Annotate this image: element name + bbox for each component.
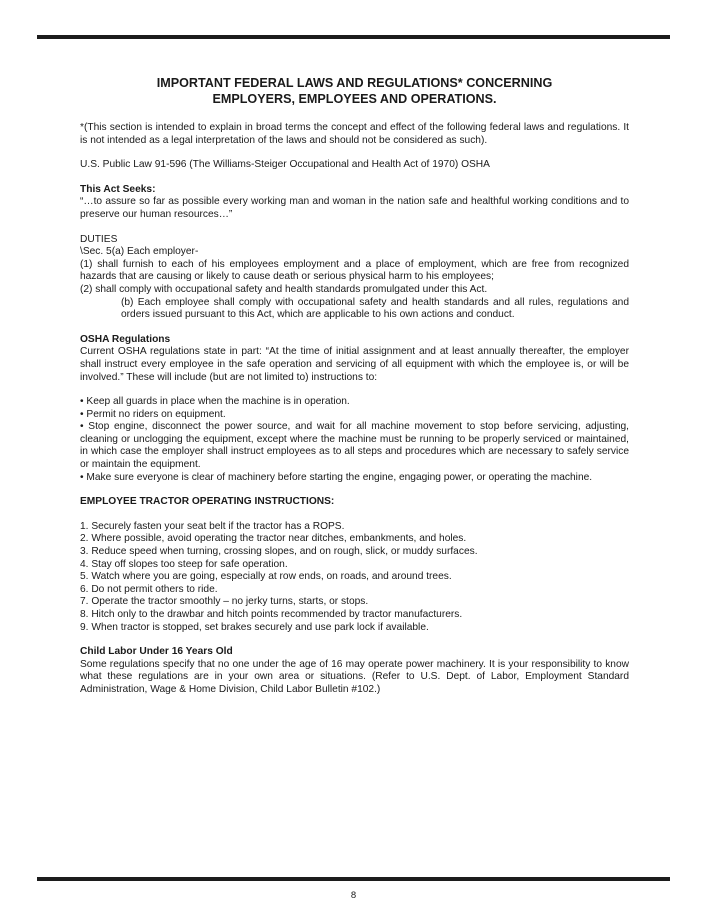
page-number: 8 <box>350 890 357 901</box>
list-item: 2. Where possible, avoid operating the tractor near ditches, embankments, and holes. <box>80 533 467 545</box>
bottom-rule <box>37 877 670 881</box>
osha-text: Current OSHA regulations state in part: “At the time of initial assignment and at least annually thereafter, the employer shall instruct every employee in the safe operation and servicing of all equipment with which the employee is, or will be involved.” These will include (but are not limited to) instructions to: <box>80 346 629 383</box>
duties-section: \Sec. 5(a) Each employer- <box>80 246 199 258</box>
child-labor-heading: Child Labor Under 16 Years Old <box>80 646 233 658</box>
list-item: 5. Watch where you are going, especially at row ends, on roads, and around trees. <box>80 571 452 583</box>
list-item: 8. Hitch only to the drawbar and hitch points recommended by tractor manufacturers. <box>80 609 463 620</box>
list-item: 6. Do not permit others to ride. <box>80 583 218 595</box>
child-labor-text: Some regulations specify that no one under the age of 16 may operate power machinery. It is your responsibility to know what these regulations are in your own area or situations. (Refer to U.S. Dept. of Labor, Employment Standard Administration, Wage & Home Division, Child Labor Bulletin #102.) <box>80 658 629 695</box>
list-item: • Permit no riders on equipment. <box>80 408 226 420</box>
list-item: 9. When tractor is stopped, set brakes securely and use park lock if available. <box>80 621 429 633</box>
public-law-line: U.S. Public Law 91-596 (The Williams-Steiger Occupational and Health Act of 1970) OSHA <box>80 159 490 171</box>
list-item: 4. Stay off slopes too steep for safe operation. <box>80 558 288 570</box>
osha-bullet-list <box>80 396 629 484</box>
disclaimer-paragraph: *(This section is intended to explain in broad terms the concept and effect of the following federal laws and regulations. It is not intended as a legal interpretation of the laws and should not be considered as such). <box>80 122 629 146</box>
osha-heading: OSHA Regulations <box>80 333 171 345</box>
top-rule <box>37 35 670 39</box>
tractor-instruction-list <box>80 521 629 634</box>
list-item: • Keep all guards in place when the machine is in operation. <box>80 396 350 408</box>
tractor-heading: EMPLOYEE TRACTOR OPERATING INSTRUCTIONS: <box>80 496 335 508</box>
page-title <box>80 76 629 107</box>
duties-item-b: (b) Each employee shall comply with occupational safety and health standards and all rules, regulations and orders issued pursuant to this Act, which are applicable to his own actions and conduct. <box>121 296 629 321</box>
title-line-2: EMPLOYERS, EMPLOYEES AND OPERATIONS. <box>212 91 497 106</box>
duties-item-1: (1) shall furnish to each of his employees employment and a place of employment, which are free from recognized hazards that are causing or likely to cause death or serious physical harm to his employees; <box>80 258 629 283</box>
act-seeks-text: “…to assure so far as possible every working man and woman in the nation safe and healthful working conditions and to preserve our human resources…” <box>80 196 629 220</box>
act-seeks-heading: This Act Seeks: <box>80 183 156 195</box>
list-item: 7. Operate the tractor smoothly – no jerky turns, starts, or stops. <box>80 596 369 608</box>
duties-item-2: (2) shall comply with occupational safety and health standards promulgated under this Act. <box>80 283 488 295</box>
document-body <box>80 76 629 697</box>
list-item: • Stop engine, disconnect the power source, and wait for all machine movement to stop before servicing, adjusting, cleaning or unclogging the equipment, except where the machine must be running to be properly serviced or maintained, in which case the employer shall instruct employees as to all steps and procedures which are necessary to safely service or maintain the equipment. <box>80 421 629 471</box>
title-line-1: IMPORTANT FEDERAL LAWS AND REGULATIONS* CONCERNING <box>156 76 553 90</box>
list-item: • Make sure everyone is clear of machinery before starting the engine, engaging power, or operating the machine. <box>80 471 593 483</box>
list-item: 3. Reduce speed when turning, crossing slopes, and on rough, slick, or muddy surfaces. <box>80 546 478 558</box>
duties-heading: DUTIES <box>80 233 118 245</box>
list-item: 1. Securely fasten your seat belt if the tractor has a ROPS. <box>80 520 345 532</box>
